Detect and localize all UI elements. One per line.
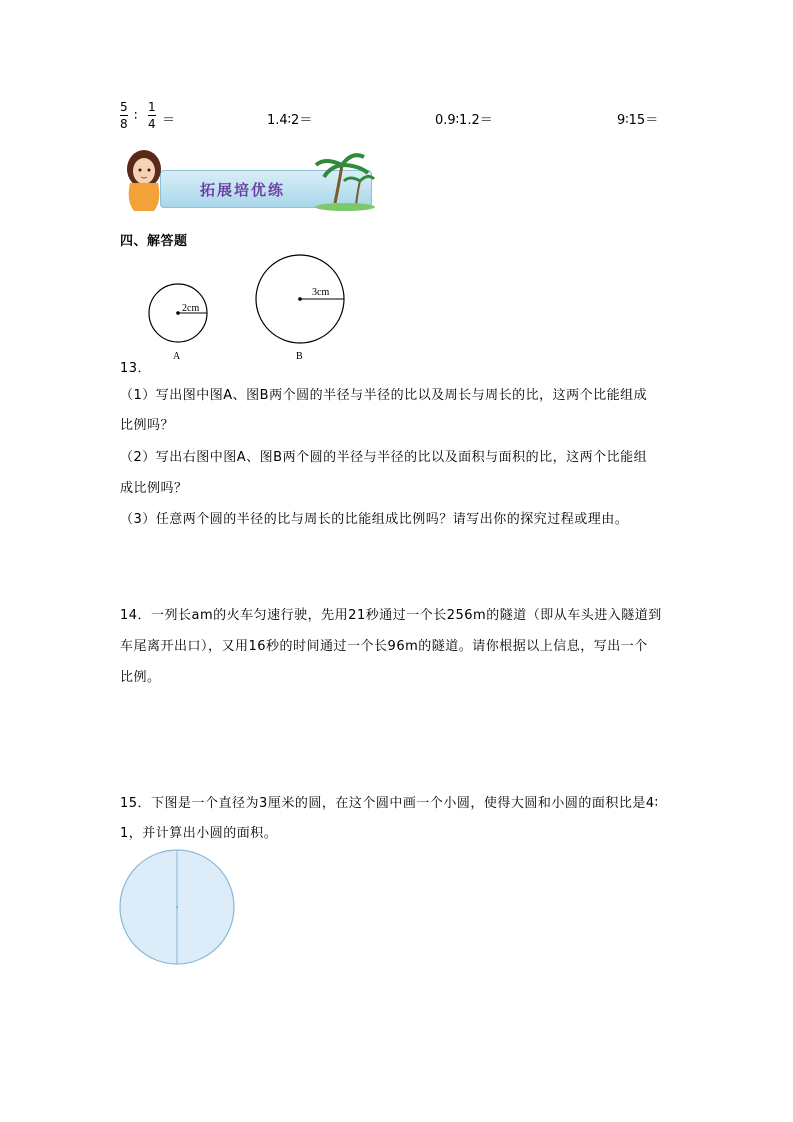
- numerator: 1: [148, 100, 156, 114]
- girl-face: [133, 158, 155, 184]
- circle-a-radius-label: 2cm: [182, 303, 200, 314]
- ratio-0-9-1-2: 0.9∶1.2＝: [435, 113, 493, 128]
- ratio-separator: ∶: [134, 109, 138, 124]
- circle-b-caption: B: [296, 351, 303, 362]
- girl-shirt: [129, 183, 160, 211]
- q13-number: 13．: [120, 361, 152, 376]
- circle-a: [149, 284, 207, 362]
- circle-a-caption: A: [173, 351, 181, 362]
- q14-line3: 比例。: [120, 670, 161, 685]
- q14-line1: 14．一列长am的火车匀速行驶，先用21秒通过一个长256m的隧道（即从车头进入隧道到: [120, 608, 662, 623]
- q15-line1: 15．下图是一个直径为3厘米的圆，在这个圆中画一个小圆，使得大圆和小圆的面积比是4∶: [120, 796, 659, 811]
- q13-part2-line1: （2）写出右图中图A、图B两个圆的半径与半径的比以及面积与面积的比，这两个比能组: [120, 450, 648, 465]
- section-banner: [120, 143, 375, 213]
- section-title: 四、解答题: [120, 234, 188, 249]
- fraction-1-4: [148, 100, 156, 131]
- q15-line2: 1，并计算出小圆的面积。: [120, 826, 278, 841]
- ratio-9-15: 9∶15＝: [617, 113, 659, 128]
- ratio-1-4-2: 1.4∶2＝: [267, 113, 313, 128]
- denominator: 4: [148, 117, 156, 131]
- q13-part2-line2: 成比例吗？: [120, 481, 188, 496]
- fraction-5-8: [120, 100, 128, 131]
- q13-part1-line1: （1）写出图中图A、图B两个圆的半径与半径的比以及周长与周长的比，这两个比能组成: [120, 388, 648, 403]
- q13-part3-line1: （3）任意两个圆的半径的比与周长的比能组成比例吗？请写出你的探究过程或理由。: [120, 512, 629, 527]
- equals-sign: ＝: [162, 113, 176, 128]
- figure-circles: [140, 250, 370, 365]
- denominator: 8: [120, 117, 128, 131]
- banner-illustration: [120, 143, 375, 213]
- circle-b: [256, 255, 344, 362]
- q13-part1-line2: 比例吗？: [120, 418, 175, 433]
- palm-trunk: [335, 165, 342, 203]
- center-point: [176, 906, 179, 909]
- numerator: 5: [120, 100, 128, 114]
- banner-title: 拓展培优练: [200, 181, 286, 199]
- q14-line2: 车尾离开出口），又用16秒的时间通过一个长96m的隧道。请你根据以上信息，写出一个: [120, 639, 648, 654]
- circle-b-radius-label: 3cm: [312, 287, 330, 298]
- diameter-circle-figure: [118, 848, 238, 968]
